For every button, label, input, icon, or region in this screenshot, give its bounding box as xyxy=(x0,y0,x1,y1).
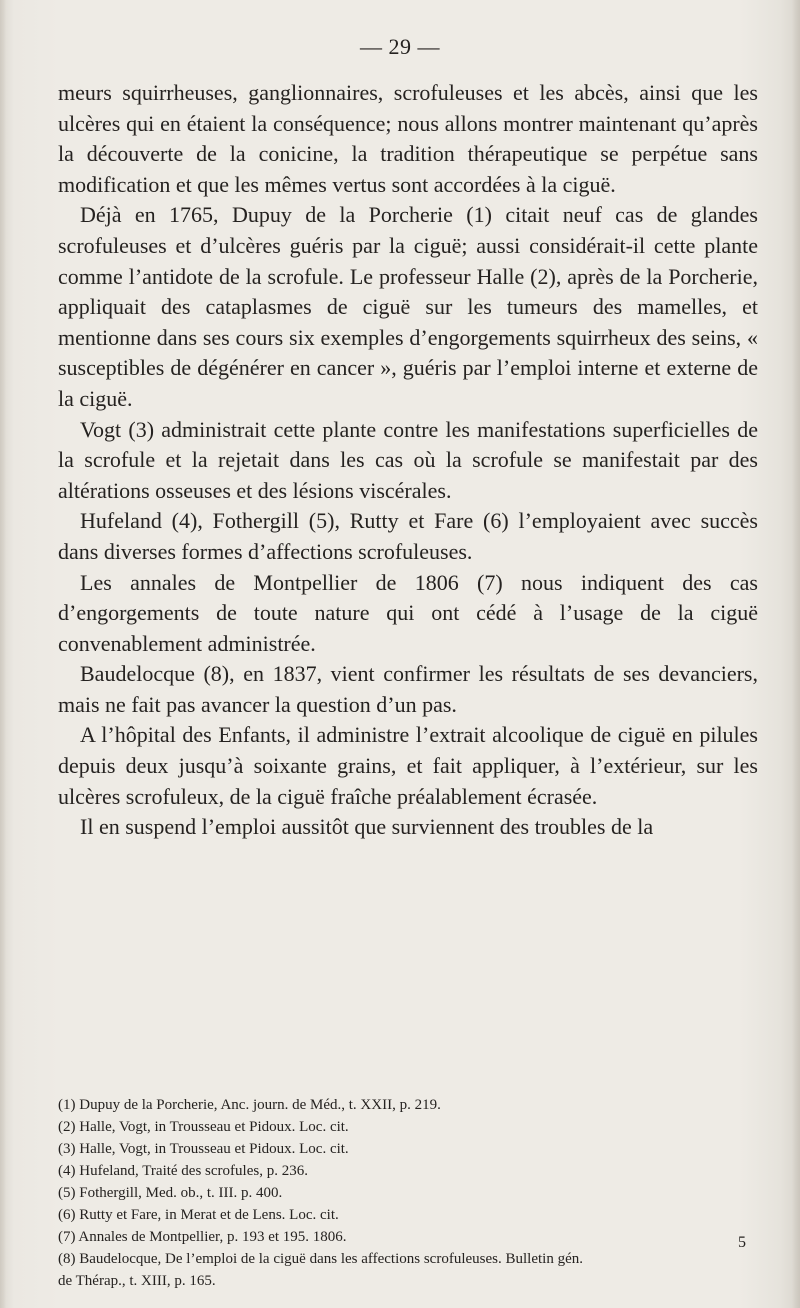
footnote: de Thérap., t. XIII, p. 165. xyxy=(58,1273,216,1289)
page-number: — 29 — xyxy=(360,34,440,59)
footnote: (3) Halle, Vogt, in Trousseau et Pidoux. Loc. cit. xyxy=(58,1141,349,1157)
paragraph: meurs squirrheuses, ganglionnaires, scrofuleuses et les abcès, ainsi que les ulcères qui en étaient la conséquence; nous allons montrer maintenant qu’après la découverte de la conicine, la tradition thérapeutique se perpétue sans modification et que les mêmes vertus sont accordées à la ciguë. xyxy=(58,80,758,197)
footnote: (2) Halle, Vogt, in Trousseau et Pidoux. Loc. cit. xyxy=(58,1119,349,1135)
footnote: (7) Annales de Montpellier, p. 193 et 195. 1806. xyxy=(58,1229,347,1245)
paragraph: Les annales de Montpellier de 1806 (7) nous indiquent des cas d’engorgements de toute nature qui ont cédé à l’usage de la ciguë convenablement administrée. xyxy=(58,569,758,656)
paragraph: Il en suspend l’emploi aussitôt que surviennent des troubles de la xyxy=(80,814,654,840)
footnote: (6) Rutty et Fare, in Merat et de Lens. Loc. cit. xyxy=(58,1207,339,1223)
paragraph: A l’hôpital des Enfants, il administre l’extrait alcoolique de ciguë en pilules depuis deux jusqu’à soixante grains, et fait appliquer, à l’extérieur, sur les ulcères scrofuleux, de la ciguë fraîche préalablement écrasée. xyxy=(58,722,758,809)
page-right-shadow xyxy=(792,0,800,1308)
page-left-shadow xyxy=(0,0,6,1308)
footnote: (5) Fothergill, Med. ob., t. III. p. 400. xyxy=(58,1185,283,1201)
paragraph: Vogt (3) administrait cette plante contre les manifestations superficielles de la scrofule et la rejetait dans les cas où la scrofule se manifestait par des altérations osseuses et des lésions viscérales. xyxy=(58,416,758,503)
main-text xyxy=(58,78,758,843)
paragraph: Déjà en 1765, Dupuy de la Porcherie (1) citait neuf cas de glandes scrofuleuses et d’ulcères guéris par la ciguë; aussi considérait-il cette plante comme l’antidote de la scrofule. Le professeur Halle (2), après de la Porcherie, appliquait des cataplasmes de ciguë sur les tumeurs des mamelles, et mentionne dans ses cours six exemples d’engorgements squirrheux des seins, « susceptibles de dégénérer en cancer », guéris par l’emploi interne et externe de la ciguë. xyxy=(58,202,758,411)
paragraph: Hufeland (4), Fothergill (5), Rutty et Fare (6) l’employaient avec succès dans diverses formes d’affections scrofuleuses. xyxy=(58,508,758,564)
footnote: (4) Hufeland, Traité des scrofules, p. 236. xyxy=(58,1163,308,1179)
signature-mark: 5 xyxy=(738,1234,746,1251)
footnote: (1) Dupuy de la Porcherie, Anc. journ. de Méd., t. XXII, p. 219. xyxy=(58,1097,441,1113)
footnote: (8) Baudelocque, De l’emploi de la ciguë dans les affections scrofuleuses. Bulletin gén. xyxy=(58,1251,583,1267)
footnotes xyxy=(58,1094,768,1292)
paragraph: Baudelocque (8), en 1837, vient confirmer les résultats de ses devanciers, mais ne fait pas avancer la question d’un pas. xyxy=(58,661,758,717)
